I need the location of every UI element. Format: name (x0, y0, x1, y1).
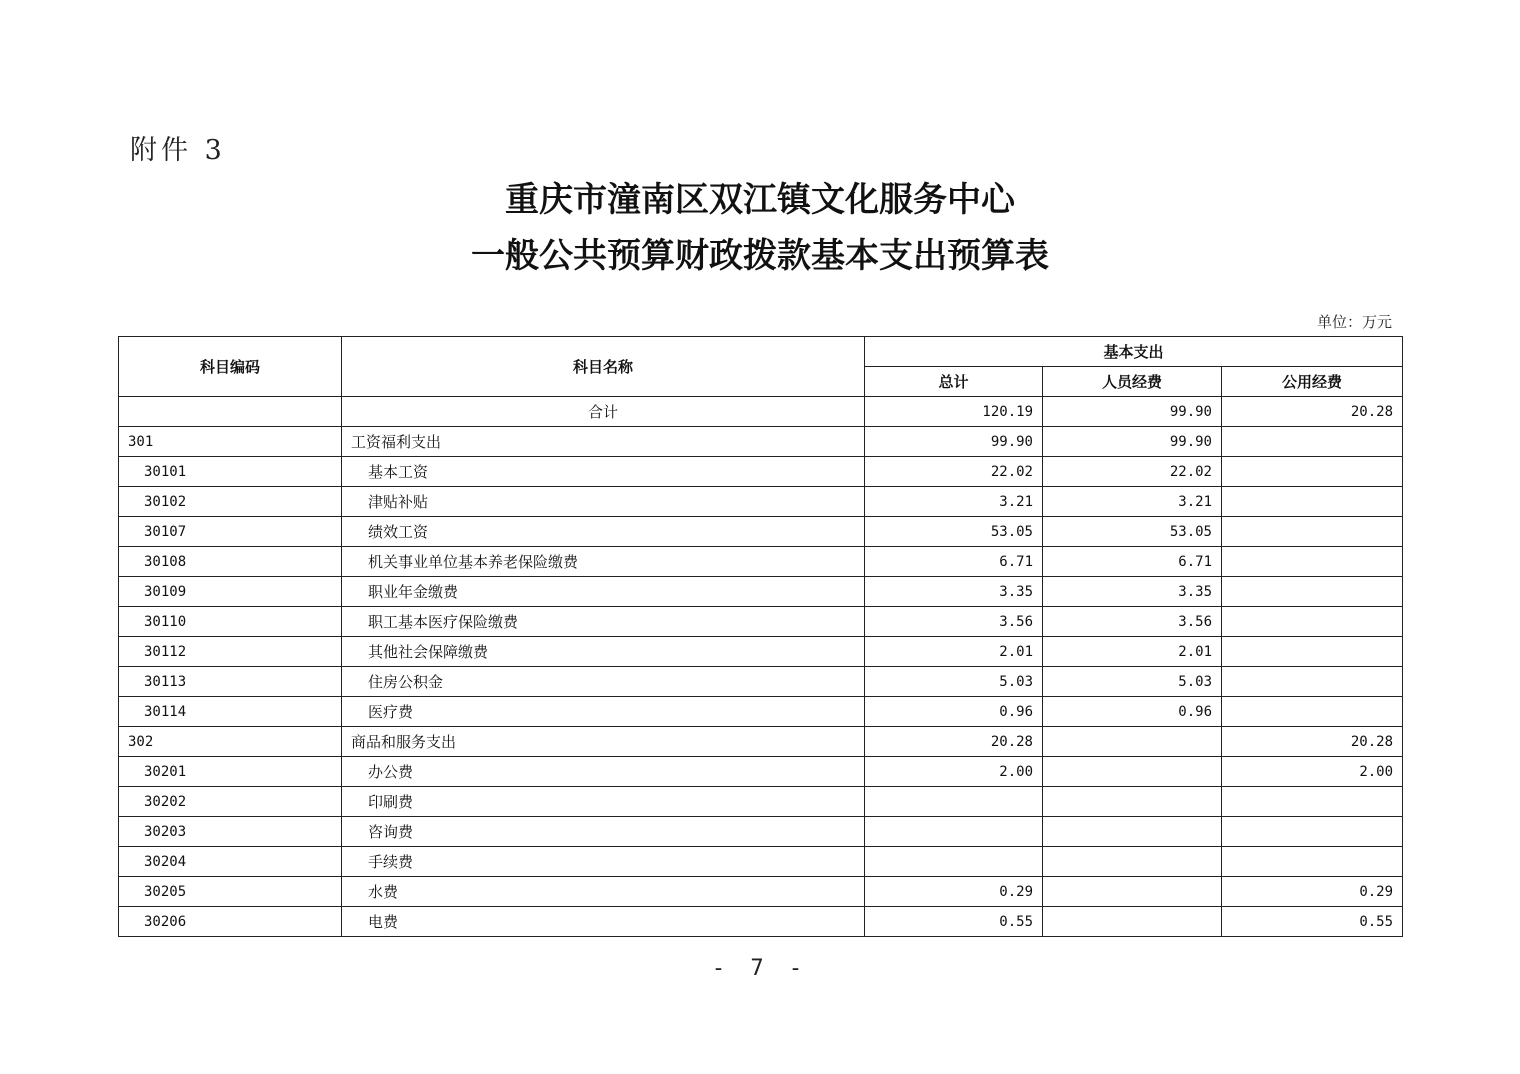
cell-total: 3.21 (865, 487, 1043, 517)
cell-public (1222, 667, 1403, 697)
document-title-line1: 重庆市潼南区双江镇文化服务中心 (505, 180, 1015, 220)
table-row (119, 877, 1403, 907)
cell-name: 津贴补贴 (342, 487, 865, 517)
cell-name: 印刷费 (342, 787, 865, 817)
cell-code: 30102 (119, 487, 342, 517)
cell-total (865, 787, 1043, 817)
cell-total: 5.03 (865, 667, 1043, 697)
cell-total: 0.96 (865, 697, 1043, 727)
cell-code: 30203 (119, 817, 342, 847)
cell-personnel (1043, 907, 1222, 937)
cell-public (1222, 697, 1403, 727)
page-number: - 7 - (711, 956, 809, 981)
budget-table (118, 336, 1403, 937)
cell-total: 2.00 (865, 757, 1043, 787)
cell-name: 医疗费 (342, 697, 865, 727)
cell-personnel: 3.35 (1043, 577, 1222, 607)
cell-code: 30109 (119, 577, 342, 607)
cell-name: 绩效工资 (342, 517, 865, 547)
cell-total: 3.56 (865, 607, 1043, 637)
unit-label: 单位：万元 (1316, 313, 1392, 331)
cell-public (1222, 817, 1403, 847)
cell-total: 99.90 (865, 427, 1043, 457)
table-row (119, 547, 1403, 577)
cell-public (1222, 487, 1403, 517)
cell-name: 咨询费 (342, 817, 865, 847)
cell-public (1222, 847, 1403, 877)
cell-code: 30204 (119, 847, 342, 877)
cell-personnel: 5.03 (1043, 667, 1222, 697)
cell-code: 30201 (119, 757, 342, 787)
table-row (119, 757, 1403, 787)
table-row (119, 427, 1403, 457)
cell-total: 120.19 (865, 397, 1043, 427)
cell-name: 手续费 (342, 847, 865, 877)
cell-total: 6.71 (865, 547, 1043, 577)
cell-code: 30206 (119, 907, 342, 937)
cell-public: 0.55 (1222, 907, 1403, 937)
cell-public (1222, 577, 1403, 607)
cell-public: 20.28 (1222, 727, 1403, 757)
cell-personnel (1043, 847, 1222, 877)
header-basic-expenditure: 基本支出 (865, 337, 1403, 367)
header-personnel: 人员经费 (1043, 367, 1222, 397)
header-name: 科目名称 (342, 337, 865, 397)
cell-name: 职工基本医疗保险缴费 (342, 607, 865, 637)
cell-name: 办公费 (342, 757, 865, 787)
cell-name: 机关事业单位基本养老保险缴费 (342, 547, 865, 577)
cell-total: 3.35 (865, 577, 1043, 607)
cell-code: 302 (119, 727, 342, 757)
table-row (119, 517, 1403, 547)
cell-public: 20.28 (1222, 397, 1403, 427)
cell-personnel (1043, 727, 1222, 757)
cell-code: 30202 (119, 787, 342, 817)
cell-personnel: 22.02 (1043, 457, 1222, 487)
cell-code: 30110 (119, 607, 342, 637)
cell-total: 0.55 (865, 907, 1043, 937)
header-public: 公用经费 (1222, 367, 1403, 397)
cell-personnel: 99.90 (1043, 397, 1222, 427)
cell-total: 2.01 (865, 637, 1043, 667)
cell-public: 2.00 (1222, 757, 1403, 787)
cell-code: 301 (119, 427, 342, 457)
cell-name: 工资福利支出 (342, 427, 865, 457)
cell-total (865, 817, 1043, 847)
table-row (119, 817, 1403, 847)
cell-personnel: 0.96 (1043, 697, 1222, 727)
header-row-1 (119, 337, 1403, 367)
cell-public (1222, 427, 1403, 457)
table-row (119, 697, 1403, 727)
cell-personnel (1043, 757, 1222, 787)
cell-code: 30112 (119, 637, 342, 667)
cell-name: 水费 (342, 877, 865, 907)
cell-code: 30114 (119, 697, 342, 727)
cell-name: 商品和服务支出 (342, 727, 865, 757)
cell-code: 30108 (119, 547, 342, 577)
cell-personnel: 53.05 (1043, 517, 1222, 547)
table-row (119, 727, 1403, 757)
total-row (119, 397, 1403, 427)
cell-code: 30205 (119, 877, 342, 907)
table-row (119, 637, 1403, 667)
cell-code: 30113 (119, 667, 342, 697)
cell-public (1222, 457, 1403, 487)
cell-public (1222, 637, 1403, 667)
table-row (119, 907, 1403, 937)
cell-personnel: 6.71 (1043, 547, 1222, 577)
budget-table-body (119, 397, 1403, 937)
cell-name: 基本工资 (342, 457, 865, 487)
table-row (119, 787, 1403, 817)
table-row (119, 667, 1403, 697)
cell-public (1222, 547, 1403, 577)
cell-total (865, 847, 1043, 877)
cell-name: 职业年金缴费 (342, 577, 865, 607)
cell-name: 合计 (342, 397, 865, 427)
cell-personnel: 3.56 (1043, 607, 1222, 637)
cell-total: 22.02 (865, 457, 1043, 487)
cell-personnel: 2.01 (1043, 637, 1222, 667)
cell-code (119, 397, 342, 427)
cell-name: 住房公积金 (342, 667, 865, 697)
cell-code: 30101 (119, 457, 342, 487)
cell-total: 53.05 (865, 517, 1043, 547)
header-total: 总计 (865, 367, 1043, 397)
table-row (119, 607, 1403, 637)
cell-personnel (1043, 877, 1222, 907)
cell-total: 0.29 (865, 877, 1043, 907)
cell-personnel (1043, 787, 1222, 817)
header-code: 科目编码 (119, 337, 342, 397)
table-row (119, 577, 1403, 607)
document-title-line2: 一般公共预算财政拨款基本支出预算表 (471, 236, 1049, 276)
table-row (119, 457, 1403, 487)
cell-public (1222, 787, 1403, 817)
cell-public: 0.29 (1222, 877, 1403, 907)
cell-name: 其他社会保障缴费 (342, 637, 865, 667)
cell-total: 20.28 (865, 727, 1043, 757)
attachment-label: 附件 3 (130, 135, 226, 166)
cell-personnel: 99.90 (1043, 427, 1222, 457)
cell-public (1222, 607, 1403, 637)
cell-code: 30107 (119, 517, 342, 547)
cell-personnel (1043, 817, 1222, 847)
cell-name: 电费 (342, 907, 865, 937)
cell-personnel: 3.21 (1043, 487, 1222, 517)
table-row (119, 847, 1403, 877)
cell-public (1222, 517, 1403, 547)
table-row (119, 487, 1403, 517)
